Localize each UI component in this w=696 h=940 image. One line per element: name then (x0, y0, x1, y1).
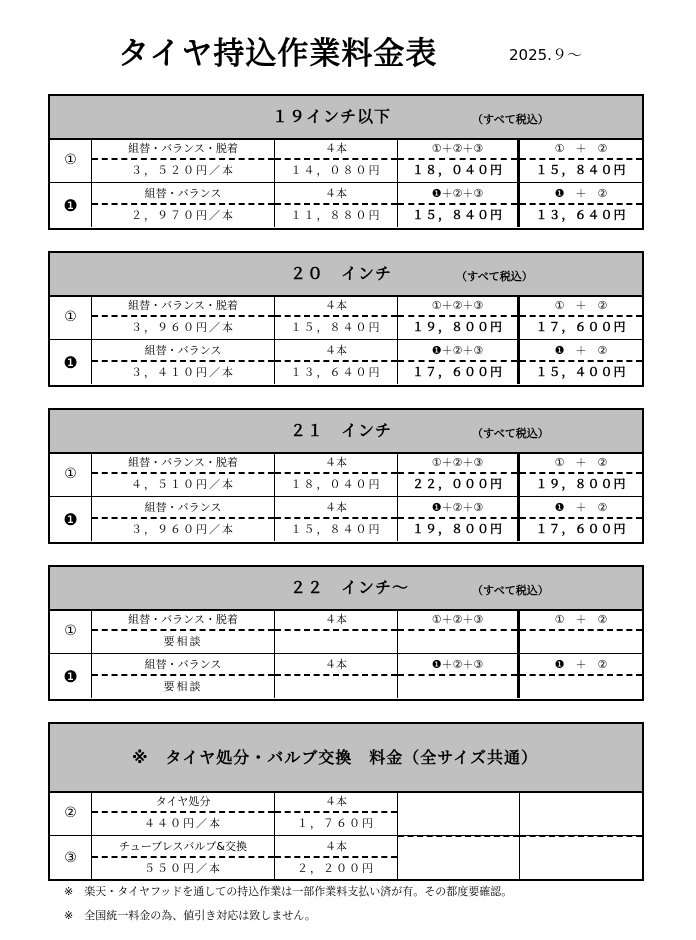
combo-set-1: ①＋②＋③ (398, 295, 517, 317)
row-mark: ② (50, 791, 92, 835)
row-mark: ① (50, 452, 92, 496)
row-mark: ③ (50, 836, 92, 880)
tax-included-label: （すべて税込） (472, 427, 549, 440)
block-title: ２２ インチ～ (290, 578, 410, 597)
quantity: ４本 (275, 452, 397, 474)
table-row (50, 609, 642, 653)
quantity: ４本 (275, 340, 397, 362)
combo-set-2: ① ＋ ② (520, 609, 642, 631)
row-mark: ❶ (50, 654, 92, 698)
combo-set-2: ① ＋ ② (520, 452, 642, 474)
service-name: 組替・バランス (92, 340, 274, 362)
block-header (50, 567, 642, 611)
quantity-total (275, 676, 397, 698)
combo-set-1: ❶＋②＋③ (398, 654, 517, 676)
table-row (50, 496, 642, 541)
combo-set-1-price: １９，８００円 (411, 522, 503, 536)
combo-set-2-price: １５，４００円 (535, 365, 627, 379)
block-header (50, 410, 642, 454)
unit-price: ３，９６０円／本 (131, 523, 235, 536)
quantity-total: ２，２００円 (297, 862, 375, 875)
combo-set-1-price: １７，６００円 (411, 365, 503, 379)
page-title: タイヤ持込作業料金表 (118, 36, 438, 72)
block-title: ２１ インチ (290, 421, 393, 440)
table-row (50, 138, 642, 182)
combo-set-2: ❶ ＋ ② (520, 183, 642, 205)
combo-set-1-price (398, 631, 517, 653)
service-name: 組替・バランス・脱着 (92, 452, 274, 474)
combo-set-2-price (520, 631, 642, 653)
price-block-21-inch (48, 408, 644, 544)
quantity: ４本 (275, 654, 397, 676)
unit-price: ３，９６０円／本 (131, 321, 235, 334)
quantity: ４本 (275, 609, 397, 631)
combo-set-1-price: ２２，０００円 (411, 477, 503, 491)
quantity: ４本 (275, 497, 397, 519)
combo-set-2: ❶ ＋ ② (520, 497, 642, 519)
service-name: 組替・バランス・脱着 (92, 295, 274, 317)
quantity-total: １４，０８０円 (290, 164, 382, 177)
block-header (50, 724, 642, 793)
service-name: 組替・バランス・脱着 (92, 609, 274, 631)
combo-set-1-price: １８，０４０円 (411, 163, 503, 177)
combo-set-2: ① ＋ ② (520, 295, 642, 317)
footnote: ※ 楽天・タイヤフッドを通しての持込作業は一部作業料支払い済が有。その都度要確認。 (64, 885, 513, 898)
tax-included-label: （すべて税込） (472, 584, 549, 597)
service-name: タイヤ処分 (92, 791, 274, 813)
quantity: ４本 (275, 791, 397, 813)
service-name: チューブレスバルブ&交換 (92, 836, 274, 858)
quantity-total: １３，６４０円 (290, 366, 382, 379)
unit-price: ２，９７０円／本 (131, 209, 235, 222)
quantity-total: １５，８４０円 (290, 523, 382, 536)
quantity-total (275, 631, 397, 653)
price-block-20-inch (48, 251, 644, 387)
table-row (50, 295, 642, 339)
row-mark: ❶ (50, 183, 92, 227)
service-name: 組替・バランス (92, 183, 274, 205)
quantity-total: １８，０４０円 (290, 478, 382, 491)
unit-price: ３，４１０円／本 (131, 366, 235, 379)
block-title: ２０ インチ (290, 264, 393, 283)
price-block-19-inch (48, 94, 644, 230)
price-block-common (48, 722, 644, 881)
combo-set-2: ❶ ＋ ② (520, 340, 642, 362)
combo-set-2-price: １７，６００円 (535, 320, 627, 334)
combo-set-1: ①＋②＋③ (398, 609, 517, 631)
tax-included-label: （すべて税込） (472, 113, 549, 126)
quantity-total: １１，８８０円 (290, 209, 382, 222)
empty-cell (520, 791, 642, 879)
combo-set-1: ❶＋②＋③ (398, 183, 517, 205)
combo-set-2: ❶ ＋ ② (520, 654, 642, 676)
empty-cell (398, 791, 520, 879)
combo-set-1-price: １９，８００円 (411, 320, 503, 334)
price-block-22-inch-plus (48, 565, 644, 701)
combo-set-1: ①＋②＋③ (398, 452, 517, 474)
combo-set-1-price: １５，８４０円 (411, 208, 503, 222)
combo-set-2-price: １３，６４０円 (535, 208, 627, 222)
quantity: ４本 (275, 295, 397, 317)
quantity: ４本 (275, 138, 397, 160)
unit-price: ４，５１０円／本 (131, 478, 235, 491)
combo-set-2: ① ＋ ② (520, 138, 642, 160)
block-title: １９インチ以下 (272, 107, 392, 126)
quantity-total: １５，８４０円 (290, 321, 382, 334)
combo-set-1-price (398, 676, 517, 698)
block-title: ※ タイヤ処分・バルブ交換 料金（全サイズ共通） (132, 748, 538, 767)
unit-price: ５５０円／本 (144, 862, 222, 875)
combo-set-1: ❶＋②＋③ (398, 340, 517, 362)
unit-price: ３，５２０円／本 (131, 164, 235, 177)
footnote: ※ 全国統一料金の為、値引き対応は致しません。 (64, 909, 316, 922)
combo-set-2-price (520, 676, 642, 698)
quantity: ４本 (275, 836, 397, 858)
unit-price: ４４０円／本 (144, 817, 222, 830)
combo-set-2-price: １７，６００円 (535, 522, 627, 536)
block-header (50, 96, 642, 140)
row-mark: ❶ (50, 497, 92, 541)
row-mark: ① (50, 609, 92, 653)
tax-included-label: （すべて税込） (456, 270, 533, 283)
unit-price: 要相談 (163, 680, 203, 693)
table-row (50, 339, 642, 384)
combo-set-2-price: １５，８４０円 (535, 163, 627, 177)
table-row (50, 452, 642, 496)
combo-set-2-price: １９，８００円 (535, 477, 627, 491)
combo-set-1: ❶＋②＋③ (398, 497, 517, 519)
table-row (50, 653, 642, 698)
row-mark: ① (50, 138, 92, 182)
block-header (50, 253, 642, 297)
quantity: ４本 (275, 183, 397, 205)
service-name: 組替・バランス (92, 497, 274, 519)
row-mark: ① (50, 295, 92, 339)
row-mark: ❶ (50, 340, 92, 384)
unit-price: 要相談 (163, 635, 203, 648)
service-name: 組替・バランス (92, 654, 274, 676)
effective-date: 2025.９～ (509, 46, 582, 64)
quantity-total: １，７６０円 (297, 817, 375, 830)
service-name: 組替・バランス・脱着 (92, 138, 274, 160)
table-row (50, 182, 642, 227)
combo-set-1: ①＋②＋③ (398, 138, 517, 160)
